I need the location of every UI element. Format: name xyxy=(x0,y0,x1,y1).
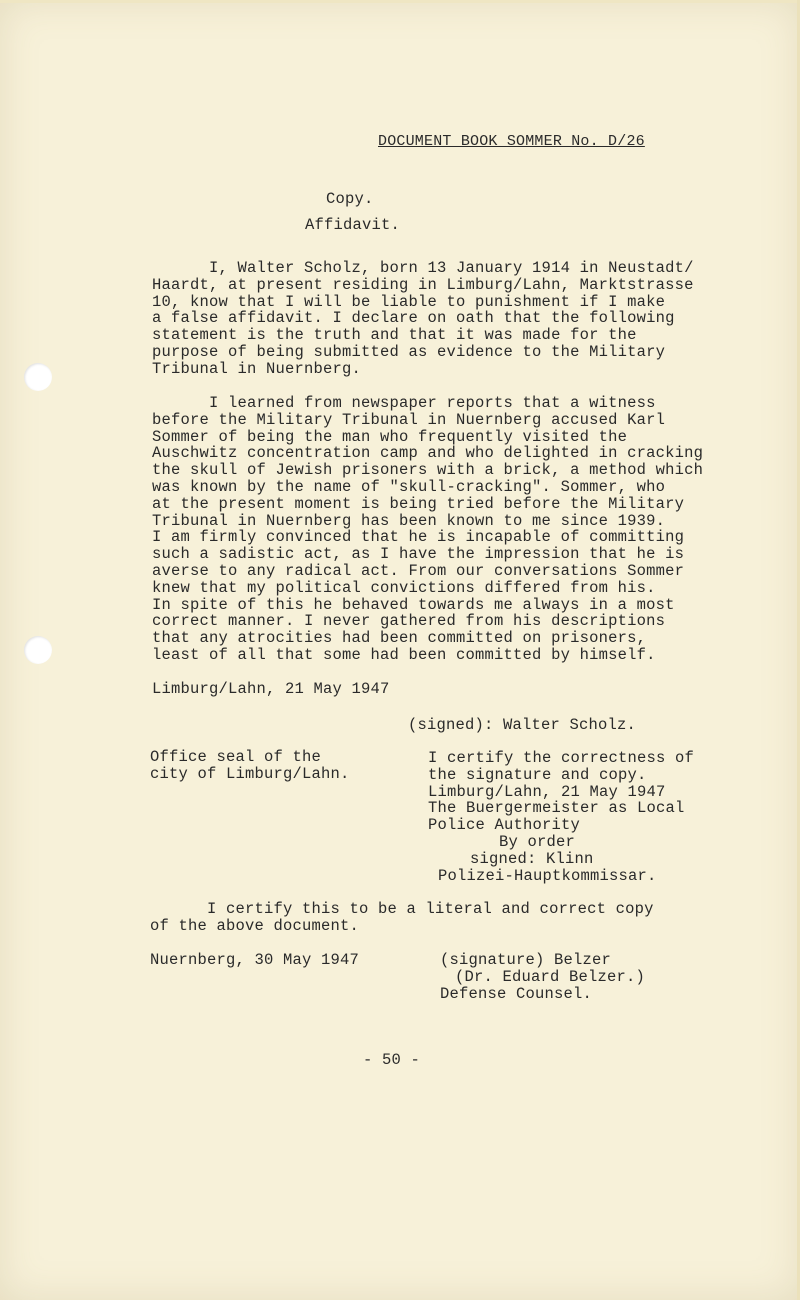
certification-signed: signed: Klinn xyxy=(470,850,594,868)
certification-by-order: By order xyxy=(499,833,576,851)
copy-label: Copy. xyxy=(326,190,374,208)
page-number: - 50 - xyxy=(363,1051,421,1069)
paper-edge-top xyxy=(0,0,800,3)
counsel-name: (Dr. Eduard Belzer.) xyxy=(455,968,646,986)
punch-hole-lower xyxy=(24,636,52,664)
affidavit-paragraph-2: I learned from newspaper reports that a witness before the Military Tribunal in Nuernberg accused Karl Sommer of being the man who frequently visited the Auschwitz concentration camp and who delighted in cracking the skull of Jewish prisoners with a brick, a method which was known by the name of "skull-cracking". Sommer, who at the present moment is being tried before the Military Tribunal in Nuernberg has been known to me since 1939. I am firmly convinced that he is incapable of committing such a sadistic act, as I have the impression that he is averse to any radical act. From our conversations Sommer knew that my political convictions differed from his. In spite of this he behaved towards me always in a most correct manner. I never gathered from his descriptions that any atrocities had been committed on prisoners, least of all that some had been committed by himself. xyxy=(152,394,704,664)
office-seal-note: Office seal of the city of Limburg/Lahn. xyxy=(150,748,350,783)
signature-certification: I certify the correctness of the signature and copy. Limburg/Lahn, 21 May 1947 The Buergermeister as Local Police Authority xyxy=(428,749,695,835)
affidavit-paragraph-1: I, Walter Scholz, born 13 January 1914 in Neustadt/ Haardt, at present residing in Limburg/Lahn, Marktstrasse 10, know that I will be liable to punishment if I make a false affidavit. I declare on oath that the following statement is the truth and that it was made for the purpose of being submitted as evidence to the Military Tribunal in Nuernberg. xyxy=(152,259,694,378)
place-and-date: Limburg/Lahn, 21 May 1947 xyxy=(152,680,390,698)
document-title: Affidavit. xyxy=(305,216,401,234)
counsel-place-and-date: Nuernberg, 30 May 1947 xyxy=(150,951,360,969)
certification-official-title: Polizei-Hauptkommissar. xyxy=(438,867,657,885)
document-book-header: DOCUMENT BOOK SOMMER No. D/26 xyxy=(378,133,645,150)
counsel-role: Defense Counsel. xyxy=(440,985,593,1003)
copy-certification: I certify this to be a literal and correct copy of the above document. xyxy=(150,900,654,935)
affiant-signature: (signed): Walter Scholz. xyxy=(408,716,637,734)
counsel-signature: (signature) Belzer xyxy=(440,951,612,969)
punch-hole-upper xyxy=(24,363,52,391)
